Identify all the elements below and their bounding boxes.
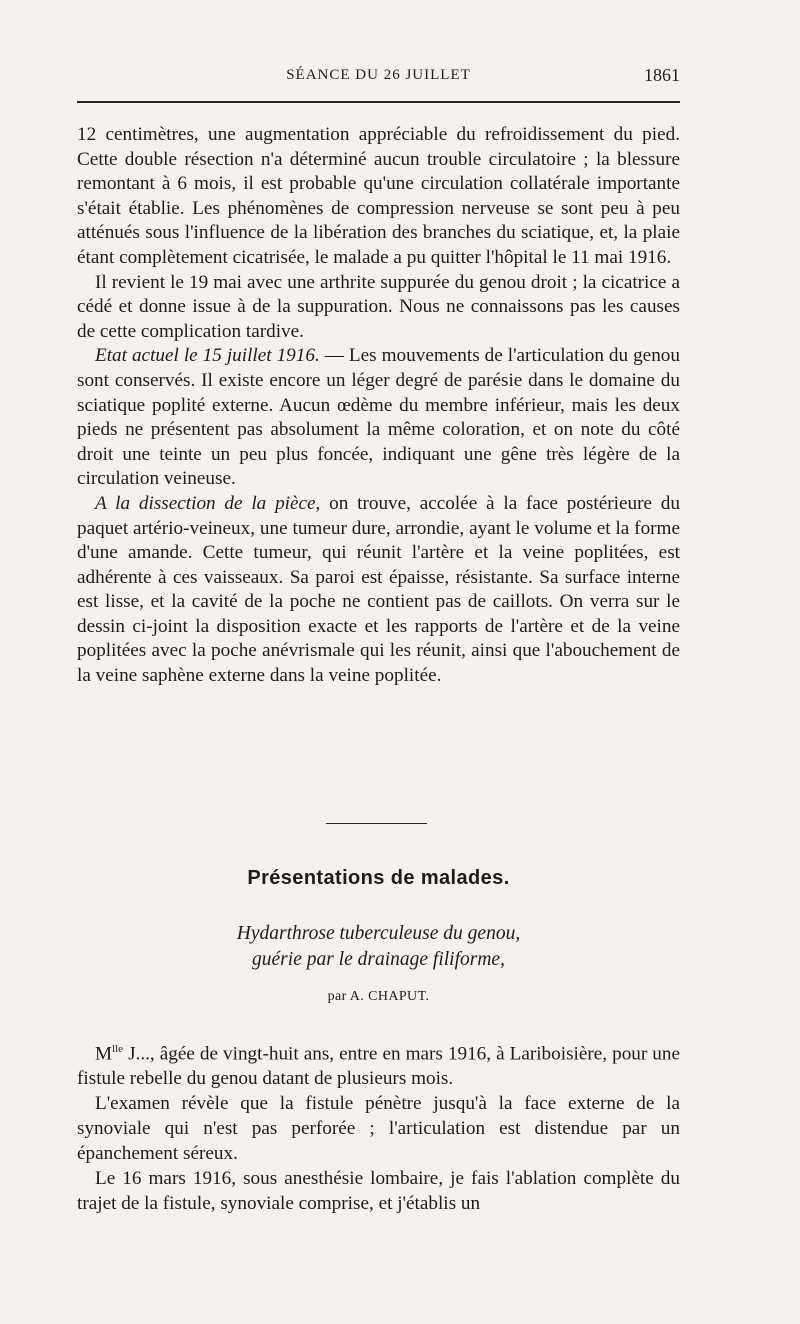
running-head-title: SÉANCE DU 26 JUILLET (286, 67, 471, 83)
salutation: M (95, 1043, 113, 1065)
paragraph: L'examen révèle que la fistule pénètre jusqu'à la face externe de la synoviale qui n'est pas perforée ; l'articulation est distendue par un épanchement séreux. (77, 1093, 680, 1165)
section-separator (326, 823, 427, 824)
paragraph: Le 16 mars 1916, sous anesthésie lombaire, je fais l'ablation complète du trajet de la fistule, synoviale comprise, et j'établis un (77, 1168, 680, 1215)
salutation-superscript: lle (112, 1043, 124, 1055)
paragraph: Il revient le 19 mai avec une arthrite suppurée du genou droit ; la cicatrice a cédé et donne issue à de la suppuration. Nous ne connaissons pas les causes de cette complication tardive. (77, 271, 680, 342)
subtitle-line: guérie par le drainage filiforme, (252, 949, 505, 970)
section-title: Présentations de malades. (247, 867, 510, 889)
paragraph-text: , on trouve, accolée à la face postérieure du paquet artério-veineux, une tumeur dure, arrondie, ayant le volume et la forme d'une amande. Cette tumeur, qui réunit l'artère et la veine poplitées, est adhérente à ces vaisseaux. Sa paroi est épaisse, résistante. Sa surface interne est lisse, et la cavité de la poche ne contient pas de caillots. On verra sur le dessin ci-joint la disposition exacte et les rapports de l'artère et de la veine poplitées avec la poche anévrismale qui les réunit, ainsi que l'abouchement de la veine saphène externe dans la veine poplitée. (77, 492, 680, 687)
paragraph-lead: Etat actuel le 15 juillet 1916. (95, 345, 320, 367)
case-report-text (77, 123, 680, 689)
page-number: 1861 (644, 65, 680, 85)
paragraph (77, 492, 680, 689)
subtitle-line: Hydarthrose tuberculeuse du genou, (236, 923, 521, 944)
paragraph: 12 centimètres, une augmentation appréciable du refroidissement du pied. Cette double résection n'a déterminé aucun trouble circulatoire ; la blessure remontant à 6 mois, il est probable qu'une circulation collatérale importante s'était établie. Les phénomènes de compression nerveuse se sont peu à peu atténués sous l'influence de la libération des branches du sciatique, et, la plaie étant complètement cicatrisée, le malade a pu quitter l'hôpital le 11 mai 1916. (77, 124, 680, 268)
paragraph (77, 344, 680, 492)
paragraph-text: — Les mouvements de l'articulation du genou sont conservés. Il existe encore un léger degré de parésie dans le domaine du sciatique poplité externe. Aucun œdème du membre inférieur, mais les deux pieds ne présentent pas absolument la même coloration, et on note du côté droit une teinte un peu plus foncée, indiquant une gêne très légère de la circulation veineuse. (77, 345, 680, 490)
presentation-text (77, 1037, 680, 1216)
paragraph (77, 1037, 680, 1091)
author-byline: par A. CHAPUT. (327, 989, 430, 1004)
running-head (77, 64, 680, 90)
paragraph-text: J..., âgée de vingt-huit ans, entre en mars 1916, à Lariboisière, pour une fistule rebelle du genou datant de plusieurs mois. (77, 1043, 680, 1090)
article-subtitle (77, 921, 680, 973)
header-rule (77, 101, 680, 103)
paragraph-lead: A la dissection de la pièce (95, 492, 316, 514)
